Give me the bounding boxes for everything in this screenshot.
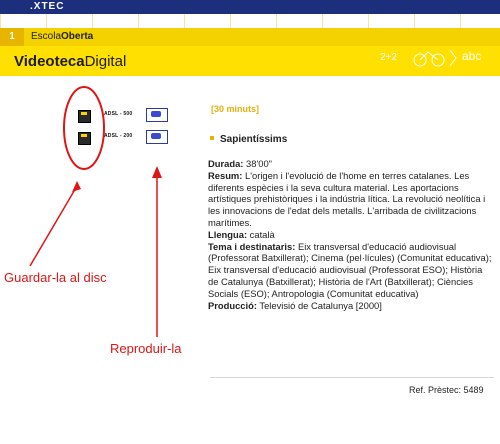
play-arrow-head <box>152 166 162 178</box>
section-number: 1 <box>0 28 24 46</box>
save-arrow-head <box>72 181 81 192</box>
field-value: Eix transversal d'educació audiovisual (Professorat Batxillerat); Cinema (pel·lícules) (Comunitat educativa); Eix transversal d'educació audiovisual (Professorat ESO); Història de Catalunya (Batxillerat); Història de l'Art (Batxillerat); Ciències Socials (ESO); Antropologia (Comunitat educativa) <box>208 240 492 299</box>
xtec-logo[interactable]: .XTEC <box>30 1 65 12</box>
duration-tag: [30 minuts] <box>211 104 260 114</box>
field-label: Tema i destinataris: <box>208 240 296 252</box>
escola-text: Escola <box>31 31 62 42</box>
field-value: 38'00" <box>243 158 273 169</box>
digital-text: Digital <box>84 53 127 70</box>
annotation-save: Guardar-la al disc <box>4 270 107 285</box>
save-arrow <box>30 186 77 266</box>
adsl-200-label: ADSL - 200 <box>104 133 133 139</box>
oberta-text: Oberta <box>61 31 94 42</box>
field-value: català <box>247 228 275 240</box>
adsl-500-label: ADSL - 500 <box>104 111 133 117</box>
loan-reference: Ref. Prèstec: 5489 <box>409 385 484 395</box>
program-title-text: Sapientíssims <box>220 134 288 145</box>
annotation-play: Reproduir-la <box>110 341 182 356</box>
field-label: Llengua: <box>208 228 248 240</box>
videoteca-text: Videoteca <box>14 53 85 70</box>
save-highlight-ellipse <box>64 87 104 169</box>
field-value: Televisió de Catalunya [2000] <box>256 299 382 311</box>
svg-text:abc: abc <box>462 49 482 63</box>
field-label: Resum: <box>208 169 243 181</box>
field-value: L'origen i l'evolució de l'home en terres catalanes. Les diferents espècies i la seva cultura material. Les aportacions artístiques prehistòriques i la indústria lítica. La revolució neolítica i les innovacions de l'edat dels metalls. L'arribada de civilitzacions marítimes. <box>208 169 486 228</box>
svg-text:2+2: 2+2 <box>380 52 397 63</box>
field-label: Durada: <box>208 158 244 169</box>
field-label: Producció: <box>208 299 257 311</box>
